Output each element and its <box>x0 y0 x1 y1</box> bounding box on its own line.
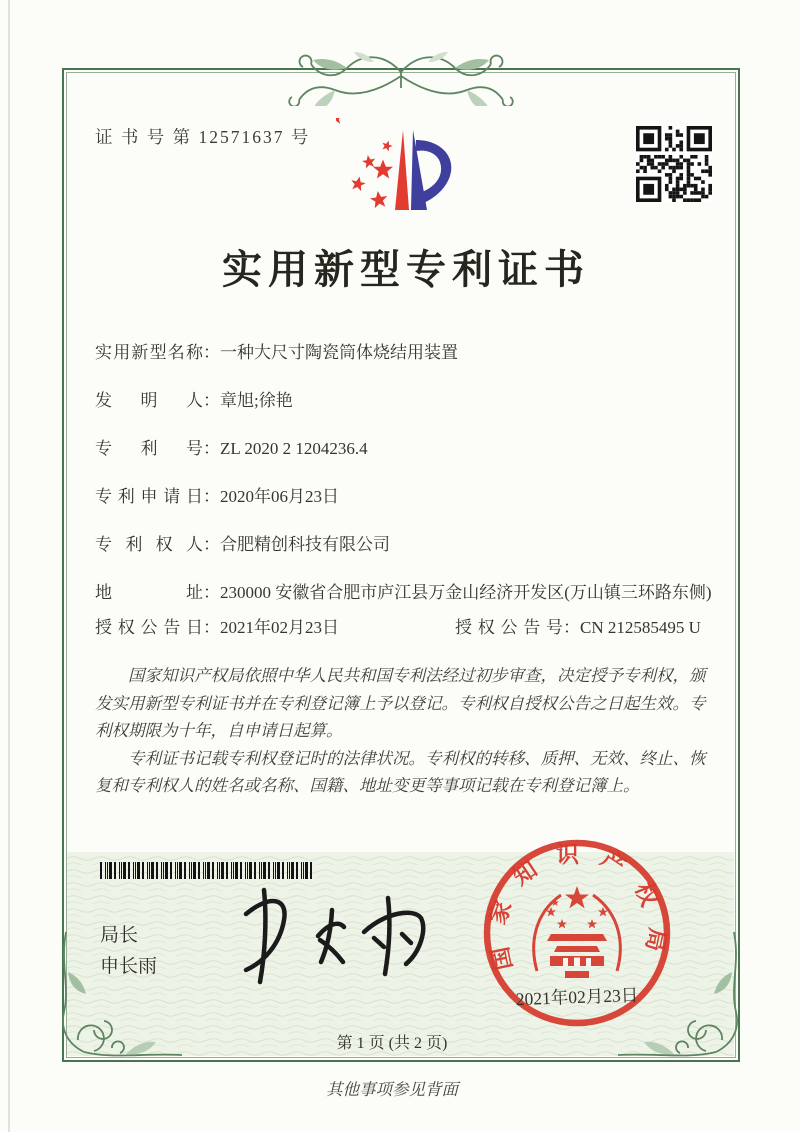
field-value: 章旭;徐艳 <box>220 391 293 410</box>
field-value: 2020年06月23日 <box>220 487 339 506</box>
seal-agency-text: 国家知识产权局 <box>483 841 671 973</box>
qr-code <box>636 126 712 202</box>
top-ornament-icon <box>284 42 518 106</box>
field-value: 一种大尺寸陶瓷筒体烧结用装置 <box>220 343 458 362</box>
field-value: 230000 安徽省合肥市庐江县万金山经济开发区(万山镇三环路东侧) <box>220 583 712 602</box>
director-signature-icon <box>218 878 433 986</box>
signer-name: 申长雨 <box>100 956 158 977</box>
field-patent-number: 专利号 ： ZL 2020 2 1204236.4 <box>95 436 720 461</box>
cnipa-logo-icon <box>336 118 466 230</box>
field-label: 专利申请日 <box>95 487 203 506</box>
field-label: 发明人 <box>95 391 203 410</box>
svg-text:国家知识产权局 <box>484 842 671 972</box>
back-side-note: 其他事项参见背面 <box>326 1080 458 1099</box>
field-value: ZL 2020 2 1204236.4 <box>220 439 368 458</box>
legal-text-block <box>95 662 717 800</box>
signer-title: 局长 <box>100 925 139 946</box>
seal-date: 2021年02月23日 <box>515 984 639 1010</box>
field-value: 合肥精创科技有限公司 <box>220 535 390 554</box>
field-label: 专利号 <box>95 439 203 458</box>
field-value: 2021年02月23日 <box>220 618 339 637</box>
field-label: 授权公告号 <box>455 618 563 637</box>
field-filing-date: 专利申请日 ： 2020年06月23日 <box>95 484 720 509</box>
fields-block <box>95 340 720 663</box>
field-label: 实用新型名称 <box>95 343 203 362</box>
field-label: 专利权人 <box>95 535 203 554</box>
field-label: 授权公告日 <box>95 618 203 637</box>
field-grant-row: 授权公告日 ： 2021年02月23日 授权公告号 ： CN 212585495 U <box>95 615 720 640</box>
field-address: 地址 ： 230000 安徽省合肥市庐江县万金山经济开发区(万山镇三环路东侧) <box>95 580 720 605</box>
page-number: 第 1 页 (共 2 页) <box>336 1035 448 1052</box>
certificate-title: 实用新型专利证书 <box>222 247 590 292</box>
field-patentee: 专利权人 ： 合肥精创科技有限公司 <box>95 532 720 557</box>
certificate-number: 证 书 号 第 12571637 号 <box>95 127 311 147</box>
field-value: CN 212585495 U <box>580 618 701 637</box>
field-utility-model-name: 实用新型名称 ： 一种大尺寸陶瓷筒体烧结用装置 <box>95 340 720 365</box>
legal-paragraph-2: 专利证书记载专利权登记时的法律状况。专利权的转移、质押、无效、终止、恢复和专利权人的姓名或名称、国籍、地址变更等事项记载在专利登记簿上。 <box>95 748 706 795</box>
page-scan-edge <box>8 0 10 1132</box>
field-inventor: 发明人 ： 章旭;徐艳 <box>95 388 720 413</box>
field-label: 地址 <box>95 583 203 602</box>
national-emblem-icon <box>534 886 621 978</box>
legal-paragraph-1: 国家知识产权局依照中华人民共和国专利法经过初步审查，决定授予专利权，颁发实用新型专利证书并在专利登记簿上予以登记。专利权自授权公告之日起生效。专利权期限为十年，自申请日起算。 <box>95 666 706 740</box>
barcode <box>100 862 312 879</box>
